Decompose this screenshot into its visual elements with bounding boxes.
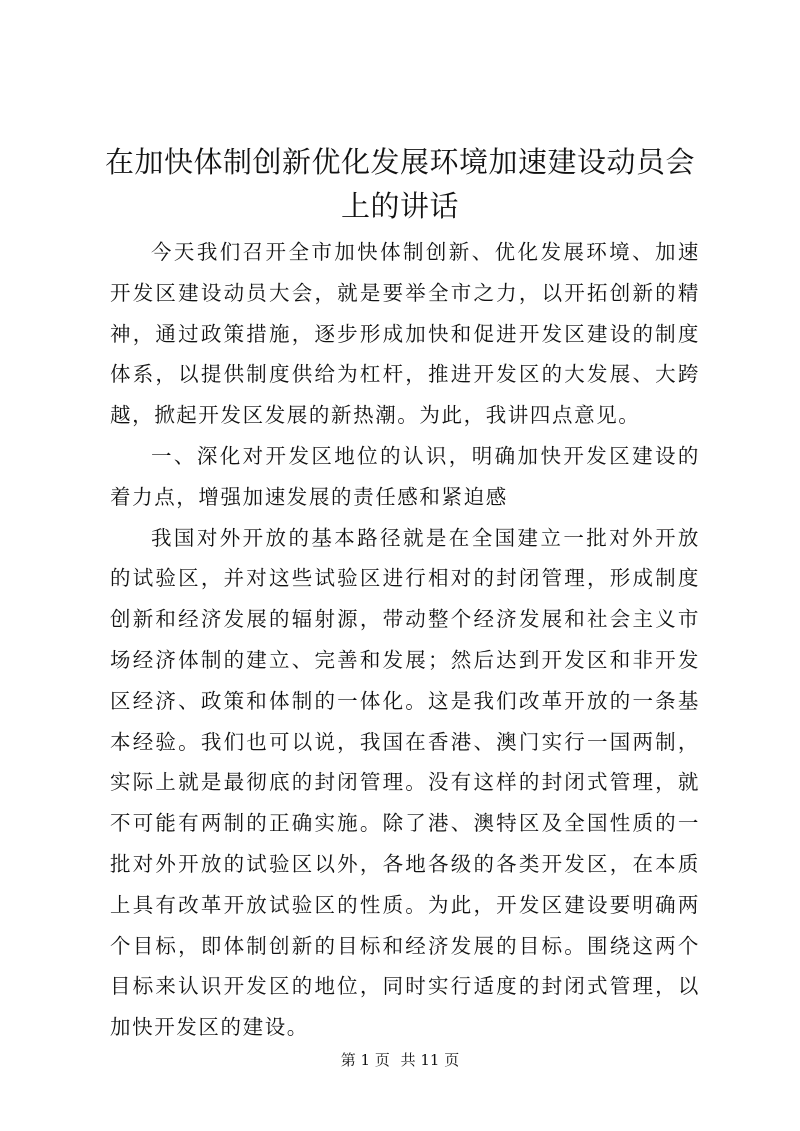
page-footer bbox=[0, 1050, 800, 1070]
paragraph-intro: 今天我们召开全市加快体制创新、优化发展环境、加速开发区建设动员大会，就是要举全市之力，以开拓创新的精神，通过政策措施，逐步形成加快和促进开发区建设的制度体系，以提供制度供给为杠杆，推进开发区的大发展、大跨越，掀起开发区发展的新热潮。为此，我讲四点意见。 bbox=[110, 240, 700, 428]
section-heading: 一、深化对开发区地位的认识，明确加快开发区建设的着力点，增强加速发展的责任感和紧迫感 bbox=[110, 443, 700, 509]
title-line-1: 在加快体制创新优化发展环境加速建设动员会 bbox=[104, 145, 695, 179]
page-total: 共 11 页 bbox=[400, 1051, 460, 1069]
document-title bbox=[100, 140, 700, 228]
paragraph-body: 我国对外开放的基本路径就是在全国建立一批对外开放的试验区，并对这些试验区进行相对的封闭管理，形成制度创新和经济发展的辐射源，带动整个经济发展和社会主义市场经济体制的建立、完善和发展；然后达到开发区和非开发区经济、政策和体制的一体化。这是我们改革开放的一条基本经验。我们也可以说，我国在香港、澳门实行一国两制，实际上就是最彻底的封闭管理。没有这样的封闭式管理，就不可能有两制的正确实施。除了港、澳特区及全国性质的一批对外开放的试验区以外，各地各级的各类开发区，在本质上具有改革开放试验区的性质。为此，开发区建设要明确两个目标，即体制创新的目标和经济发展的目标。围绕这两个目标来认识开发区的地位，同时实行适度的封闭式管理，以加快开发区的建设。 bbox=[110, 525, 700, 1040]
document-body bbox=[110, 232, 700, 1048]
title-line-2: 上的讲话 bbox=[340, 189, 459, 223]
page-number: 第 1 页 bbox=[340, 1051, 390, 1069]
